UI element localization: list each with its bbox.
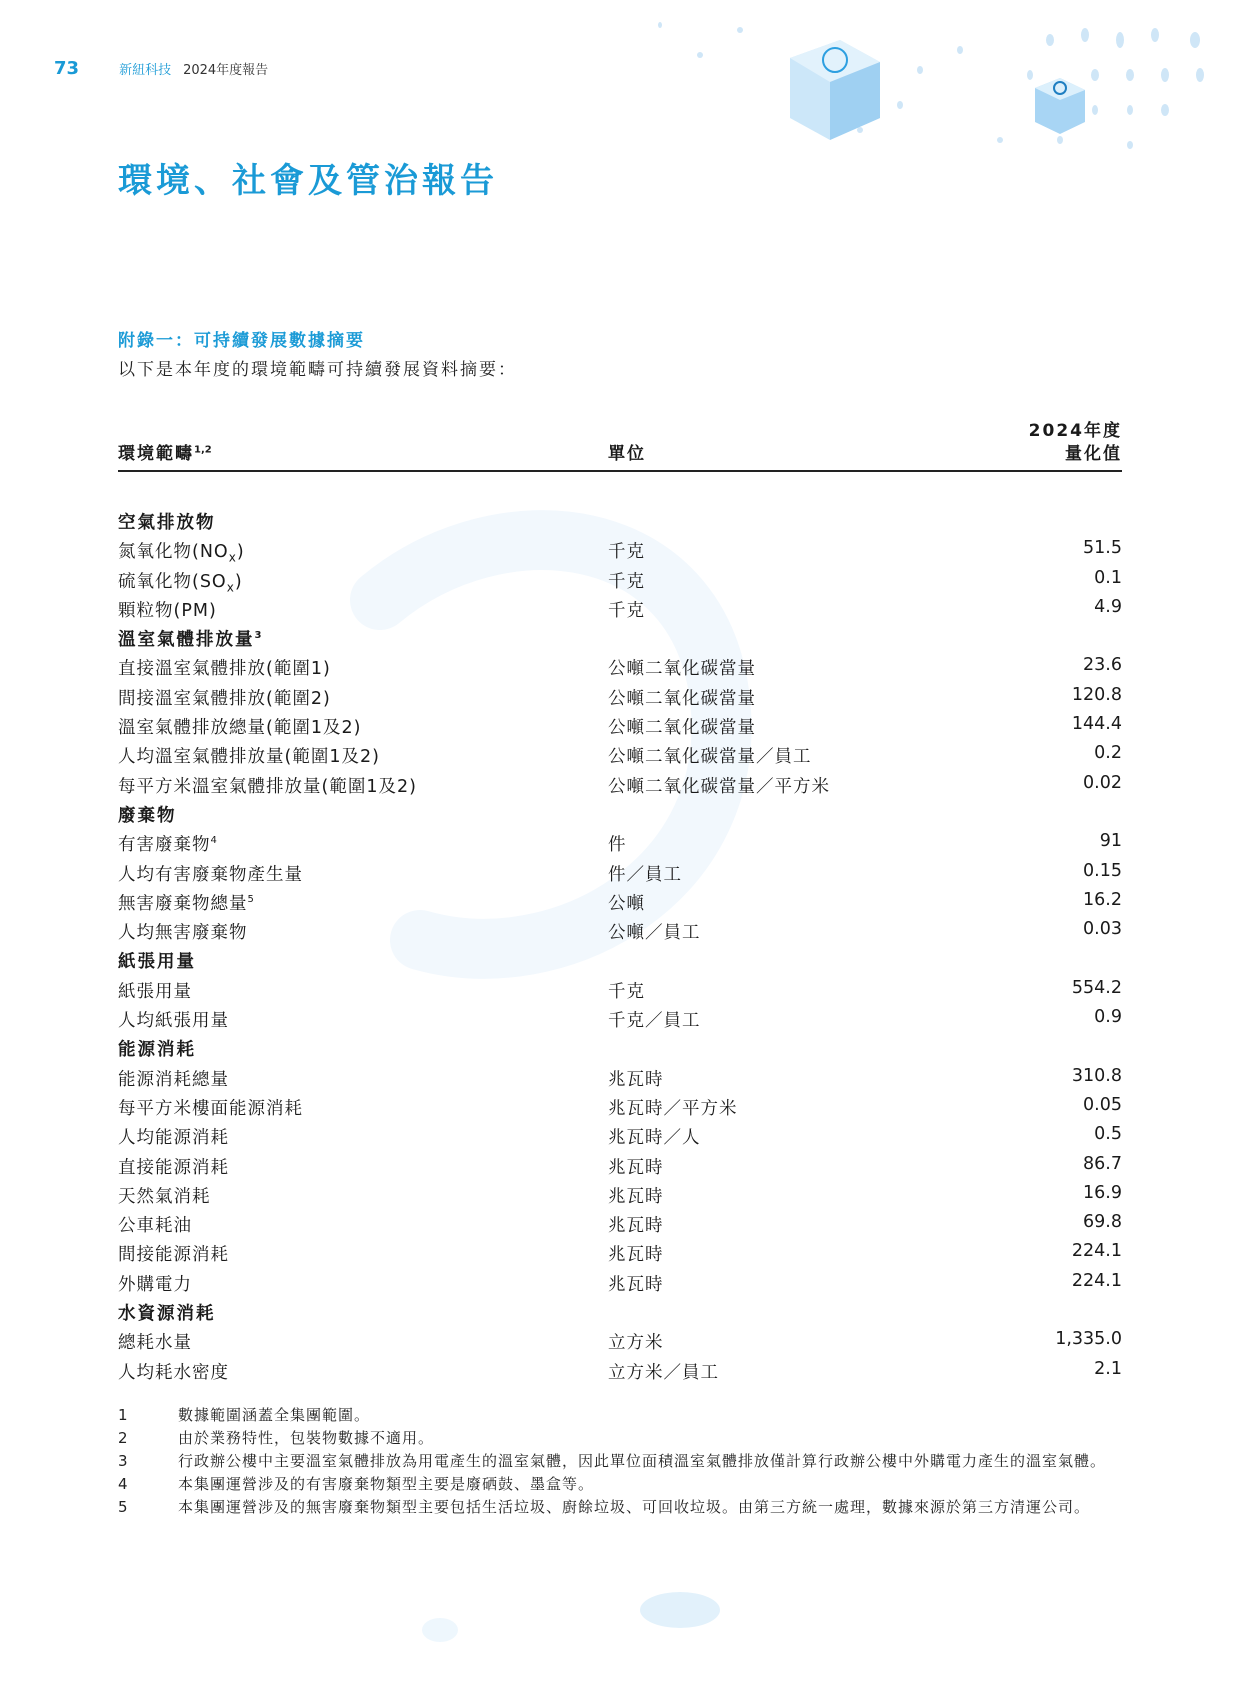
row-value: 224.1 bbox=[1071, 1270, 1122, 1291]
row-value: 23.6 bbox=[1083, 655, 1122, 676]
row-label: 每平方米溫室氣體排放量(範圍1及2) bbox=[118, 776, 417, 797]
footnote-text: 行政辦公樓中主要溫室氣體排放為用電產生的溫室氣體，因此單位面積溫室氣體排放僅計算行政辦公樓中外購電力產生的溫室氣體。 bbox=[178, 1452, 1107, 1470]
row-value: 0.02 bbox=[1083, 772, 1122, 793]
row-label: 溫室氣體排放量$^3$ bbox=[118, 630, 262, 651]
row-label: 人均溫室氣體排放量(範圍1及2) bbox=[118, 747, 380, 768]
row-label: 直接能源消耗 bbox=[118, 1157, 229, 1178]
footnote-text: 本集團運營涉及的有害廢棄物類型主要是廢硒鼓、墨盒等。 bbox=[178, 1475, 595, 1493]
footnote-marker: 4 bbox=[210, 835, 217, 847]
row-label: 空氣排放物 bbox=[118, 513, 216, 533]
table-row bbox=[118, 593, 1122, 622]
table-row bbox=[118, 1355, 1122, 1384]
row-label: 間接溫室氣體排放(範圍2) bbox=[118, 688, 331, 709]
row-label: 總耗水量 bbox=[118, 1333, 192, 1354]
row-value: 1,335.0 bbox=[1055, 1329, 1122, 1350]
row-label: 能源消耗總量 bbox=[118, 1069, 229, 1090]
header-category-sup: 1,2 bbox=[194, 444, 212, 456]
table-row bbox=[118, 769, 1122, 798]
row-unit: 公噸 bbox=[608, 893, 645, 914]
intro-text: 以下是本年度的環境範疇可持續發展資料摘要： bbox=[118, 360, 517, 380]
row-unit: 公噸二氧化碳當量 bbox=[608, 688, 756, 709]
row-label: 紙張用量 bbox=[118, 981, 192, 1002]
row-value: 310.8 bbox=[1071, 1065, 1122, 1086]
row-label: 水資源消耗 bbox=[118, 1304, 216, 1325]
row-unit: 兆瓦時／人 bbox=[608, 1128, 701, 1149]
row-value: 554.2 bbox=[1071, 977, 1122, 998]
row-unit: 千克 bbox=[608, 600, 645, 621]
row-value: 0.05 bbox=[1083, 1094, 1122, 1115]
row-unit: 千克 bbox=[608, 542, 645, 563]
footnote-text: 由於業務特性，包裝物數據不適用。 bbox=[178, 1429, 435, 1447]
header-year: 2024年度 bbox=[1028, 421, 1122, 441]
table-row bbox=[118, 1150, 1122, 1179]
page-header bbox=[54, 58, 268, 82]
row-label: 天然氣消耗 bbox=[118, 1186, 211, 1207]
row-label: 人均紙張用量 bbox=[118, 1011, 229, 1032]
page-title: 環境、社會及管治報告 bbox=[118, 161, 498, 201]
footnote-marker: 5 bbox=[247, 894, 254, 906]
row-value: 0.2 bbox=[1094, 743, 1122, 764]
row-value: 86.7 bbox=[1083, 1153, 1122, 1174]
cube-icon-small bbox=[1035, 78, 1085, 134]
row-unit: 立方米／員工 bbox=[608, 1362, 719, 1383]
row-label: 人均能源消耗 bbox=[118, 1128, 229, 1149]
footnote-text: 本集團運營涉及的無害廢棄物類型主要包括生活垃圾、廚餘垃圾、可回收垃圾。由第三方統一處理，數據來源於第三方清運公司。 bbox=[178, 1498, 1091, 1516]
footnote-item bbox=[118, 1405, 1128, 1425]
row-value: 0.15 bbox=[1083, 860, 1122, 881]
table-row bbox=[118, 1208, 1122, 1237]
row-unit: 兆瓦時 bbox=[608, 1245, 664, 1266]
footnote-number: 5 bbox=[118, 1498, 129, 1516]
table-row bbox=[118, 739, 1122, 768]
row-unit: 公噸二氧化碳當量／平方米 bbox=[608, 776, 830, 797]
table-row bbox=[118, 1267, 1122, 1296]
row-unit: 公噸二氧化碳當量 bbox=[608, 659, 756, 680]
row-label: 外購電力 bbox=[118, 1274, 192, 1295]
bottom-shape-decoration bbox=[422, 1592, 720, 1642]
footnote-item bbox=[118, 1474, 1128, 1494]
row-label: 硫氧化物$(SO_x)$ bbox=[118, 571, 243, 595]
row-value: 16.2 bbox=[1083, 889, 1122, 910]
row-label: 廢棄物 bbox=[118, 805, 177, 826]
row-value: 91 bbox=[1099, 831, 1122, 852]
table-row bbox=[118, 1179, 1122, 1208]
table-row bbox=[118, 681, 1122, 710]
row-label-subscript: x bbox=[228, 550, 237, 565]
header-unit: 單位 bbox=[608, 444, 646, 464]
row-unit: 千克 bbox=[608, 571, 645, 592]
dot-pattern bbox=[658, 22, 1204, 149]
footnote-number: 1 bbox=[118, 1406, 129, 1424]
row-value: 0.03 bbox=[1083, 919, 1122, 940]
table-row bbox=[118, 857, 1122, 886]
footnotes bbox=[118, 1405, 1128, 1520]
row-label: 每平方米樓面能源消耗 bbox=[118, 1098, 303, 1119]
row-label: 溫室氣體排放總量(範圍1及2) bbox=[118, 718, 362, 739]
table-row bbox=[118, 710, 1122, 739]
row-label: 人均耗水密度 bbox=[118, 1362, 229, 1383]
row-unit: 公噸／員工 bbox=[608, 923, 701, 944]
table-row bbox=[118, 534, 1122, 563]
row-label: 有害廢棄物$^4$ bbox=[118, 835, 217, 856]
row-unit: 公噸二氧化碳當量 bbox=[608, 718, 756, 739]
table-section-heading bbox=[118, 505, 1122, 534]
row-value: 224.1 bbox=[1071, 1241, 1122, 1262]
table-section-heading bbox=[118, 944, 1122, 973]
footnote-item bbox=[118, 1428, 1128, 1448]
table-section-heading bbox=[118, 622, 1122, 651]
row-unit: 兆瓦時／平方米 bbox=[608, 1098, 738, 1119]
row-label: 氮氧化物$(NO_x)$ bbox=[118, 542, 245, 565]
table-row bbox=[118, 915, 1122, 944]
row-label: 能源消耗 bbox=[118, 1040, 196, 1061]
footnote-text: 數據範圍涵蓋全集團範圍。 bbox=[178, 1406, 371, 1424]
table-row bbox=[118, 827, 1122, 856]
footnote-number: 2 bbox=[118, 1429, 129, 1447]
row-label: 人均無害廢棄物 bbox=[118, 923, 248, 944]
table-row bbox=[118, 886, 1122, 915]
row-value: 0.5 bbox=[1094, 1124, 1122, 1145]
section-subtitle: 附錄一：可持續發展數據摘要 bbox=[118, 331, 365, 351]
row-label: 間接能源消耗 bbox=[118, 1245, 229, 1266]
row-unit: 兆瓦時 bbox=[608, 1186, 664, 1207]
row-unit: 千克 bbox=[608, 981, 645, 1002]
row-label: 紙張用量 bbox=[118, 952, 196, 973]
row-label: 公車耗油 bbox=[118, 1216, 192, 1237]
company-name: 新紐科技 bbox=[119, 63, 172, 78]
footnote-item bbox=[118, 1497, 1128, 1517]
table-row bbox=[118, 1325, 1122, 1354]
table-row bbox=[118, 1003, 1122, 1032]
row-value: 69.8 bbox=[1083, 1212, 1122, 1233]
row-value: 4.9 bbox=[1094, 596, 1122, 617]
page-number: 73 bbox=[54, 58, 80, 79]
table-row bbox=[118, 1237, 1122, 1266]
footnote-marker: 3 bbox=[254, 630, 262, 642]
cube-icon-large bbox=[790, 40, 880, 140]
row-unit: 兆瓦時 bbox=[608, 1157, 664, 1178]
row-label: 直接溫室氣體排放(範圍1) bbox=[118, 659, 331, 680]
table-section-heading bbox=[118, 1032, 1122, 1061]
row-unit: 公噸二氧化碳當量／員工 bbox=[608, 747, 812, 768]
report-name: 2024年度報告 bbox=[183, 63, 269, 78]
footnote-number: 3 bbox=[118, 1452, 129, 1470]
row-label: 無害廢棄物總量$^5$ bbox=[118, 893, 254, 914]
footnote-number: 4 bbox=[118, 1475, 129, 1493]
table-row bbox=[118, 974, 1122, 1003]
row-unit: 立方米 bbox=[608, 1333, 664, 1354]
header-category: 環境範疇$^{1,2}$ bbox=[118, 444, 212, 464]
row-unit: 件／員工 bbox=[608, 864, 682, 885]
row-unit: 兆瓦時 bbox=[608, 1274, 664, 1295]
row-value: 51.5 bbox=[1083, 538, 1122, 559]
table-row bbox=[118, 1062, 1122, 1091]
row-unit: 千克／員工 bbox=[608, 1011, 701, 1032]
row-value: 0.1 bbox=[1094, 567, 1122, 588]
row-label: 人均有害廢棄物產生量 bbox=[118, 864, 303, 885]
row-value: 16.9 bbox=[1083, 1182, 1122, 1203]
row-value: 2.1 bbox=[1094, 1358, 1122, 1379]
row-value: 120.8 bbox=[1071, 684, 1122, 705]
table-row bbox=[118, 564, 1122, 593]
header-quantity: 量化值 bbox=[1065, 444, 1122, 464]
row-value: 144.4 bbox=[1071, 714, 1122, 735]
row-unit: 兆瓦時 bbox=[608, 1069, 664, 1090]
table-section-heading bbox=[118, 798, 1122, 827]
row-label: 顆粒物(PM) bbox=[118, 600, 217, 621]
table-row bbox=[118, 1091, 1122, 1120]
row-unit: 兆瓦時 bbox=[608, 1216, 664, 1237]
table-row bbox=[118, 651, 1122, 680]
data-table bbox=[118, 505, 1122, 1384]
footnote-item bbox=[118, 1451, 1128, 1471]
table-header bbox=[118, 410, 1122, 472]
table-row bbox=[118, 1120, 1122, 1149]
row-label-subscript: x bbox=[226, 580, 235, 595]
row-unit: 件 bbox=[608, 835, 627, 856]
table-section-heading bbox=[118, 1296, 1122, 1325]
row-value: 0.9 bbox=[1094, 1007, 1122, 1028]
